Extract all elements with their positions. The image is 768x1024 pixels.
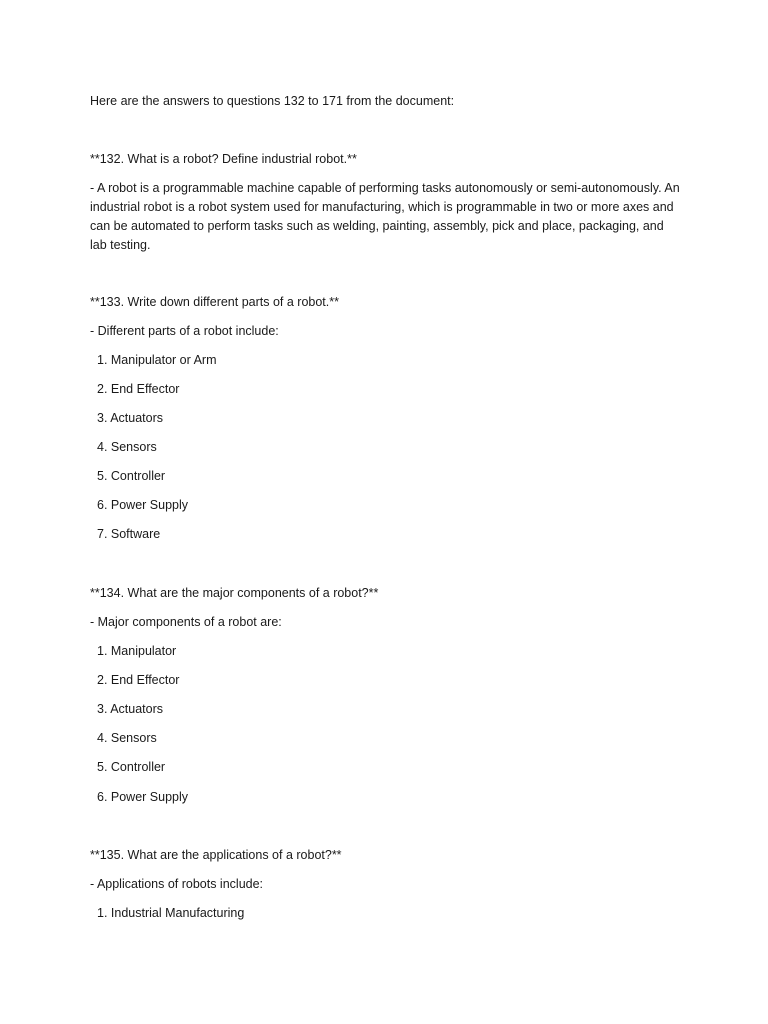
answer-134-intro: - Major components of a robot are: (90, 615, 282, 629)
list-item: 3. Actuators (97, 411, 164, 425)
answer-133-intro: - Different parts of a robot include: (90, 324, 279, 338)
intro-text: Here are the answers to questions 132 to 171 from the document: (90, 94, 455, 108)
question-133: **133. Write down different parts of a robot.** (90, 295, 339, 309)
answer-132: - A robot is a programmable machine capable of performing tasks autonomously or semi-autonomously. An industrial robot is a robot system used for manufacturing, which is programmable in two or more axes and can be automated to perform tasks such as welding, painting, assembly, pick and place, packaging, and lab testing. (90, 181, 680, 252)
answer-135-intro: - Applications of robots include: (90, 877, 264, 891)
list-item: 7. Software (97, 527, 161, 541)
list-item: 1. Manipulator (97, 644, 177, 658)
question-135: **135. What are the applications of a robot?** (90, 848, 342, 862)
list-item: 6. Power Supply (97, 790, 189, 804)
question-132: **132. What is a robot? Define industrial robot.** (90, 152, 357, 166)
question-134: **134. What are the major components of a robot?** (90, 586, 379, 600)
list-item: 3. Actuators (97, 702, 164, 716)
list-item: 6. Power Supply (97, 498, 189, 512)
list-item: 4. Sensors (97, 440, 157, 454)
list-item: 2. End Effector (97, 382, 180, 396)
list-item: 1. Manipulator or Arm (97, 353, 217, 367)
list-item: 4. Sensors (97, 731, 157, 745)
list-item: 5. Controller (97, 469, 166, 483)
list-item: 1. Industrial Manufacturing (97, 906, 245, 920)
list-item: 2. End Effector (97, 673, 180, 687)
list-item: 5. Controller (97, 760, 166, 774)
